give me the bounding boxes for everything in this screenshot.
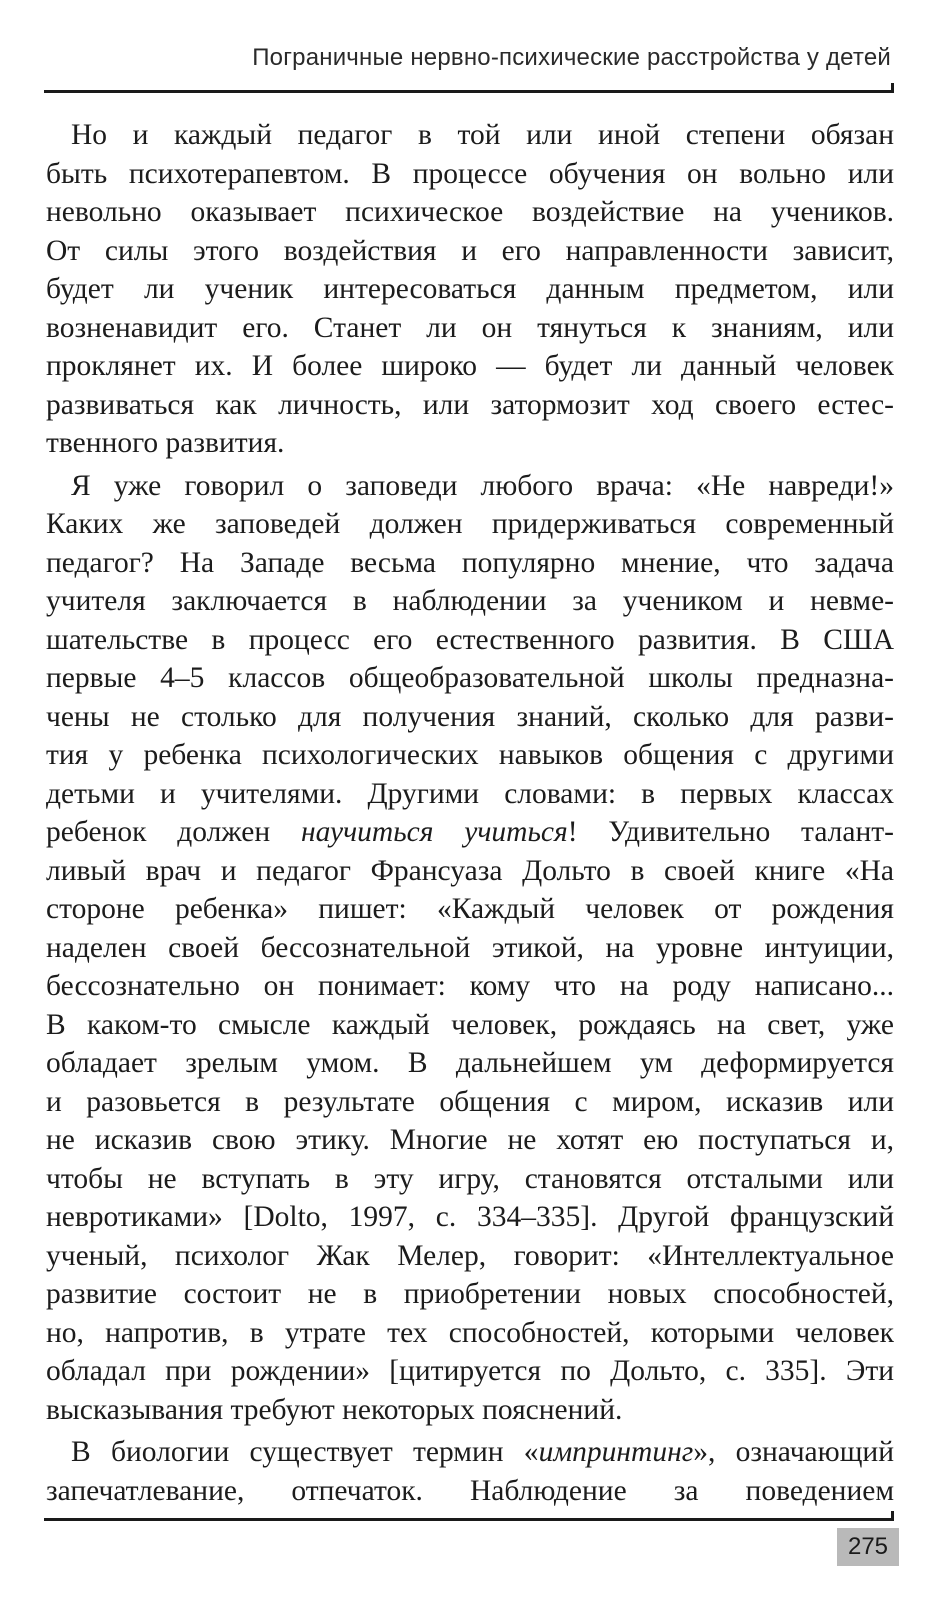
paragraph-1 (46, 116, 894, 463)
text-line: тия у ребенка психологических навыков общения с другими (46, 739, 894, 771)
header-rule (44, 90, 892, 93)
text-line: и разовьется в результате общения с миром, исказив или (46, 1085, 894, 1118)
text-line: невольно оказывает психическое воздействие на учеников. (46, 196, 894, 228)
text-line: стороне ребенка» пишет: «Каждый человек от рождения (46, 893, 894, 925)
text-line: шательстве в процесс его естественного развития. В США (46, 623, 894, 656)
text-line: развитие состоит не в приобретении новых способностей, (46, 1278, 894, 1310)
page-number: 275 (837, 1528, 899, 1566)
emphasized-phrase: научиться учиться (300, 816, 568, 848)
text-line: От силы этого воздействия и его направленности зависит, (46, 234, 894, 267)
text-line: чены не столько для получения знаний, сколько для разви- (46, 700, 894, 733)
text-line: наделен своей бессознательной этикой, на уровне интуиции, (46, 931, 894, 964)
text-line: педагог? На Западе весьма популярно мнение, что задача (46, 546, 894, 579)
emphasized-term: импринтинг (538, 1436, 694, 1468)
text-line: ливый врач и педагог Франсуаза Дольто в своей книге «На (46, 854, 894, 887)
text-line: обладал при рождении» [цитируется по Дольто, с. 335]. Эти (46, 1355, 894, 1387)
text-line: проклянет их. И более широко — будет ли данный человек (46, 350, 894, 382)
text-line: но, напротив, в утрате тех способностей, которыми человек (46, 1316, 894, 1349)
text-line: твенного развития. (46, 427, 285, 459)
text-line: высказывания требуют некоторых пояснений. (46, 1393, 623, 1426)
text-line-emphasis (46, 813, 894, 852)
text-line: чтобы не вступать в эту игру, становятся отсталыми или (46, 1162, 894, 1195)
running-header: Пограничные нервно-психические расстройства у детей (252, 44, 891, 71)
text-line: будет ли ученик интересоваться данным предметом, или (46, 273, 894, 305)
text-line: невротиками» [Dolto, 1997, с. 334–335]. Другой французский (46, 1201, 894, 1233)
text-line: Но и каждый педагог в той или иной степени обязан (71, 119, 894, 151)
body-text (46, 116, 894, 1514)
text-line: В каком-то смысле каждый человек, рождаясь на свет, уже (46, 1008, 894, 1041)
text-line: учителя заключается в наблюдении за учеником и невме- (46, 585, 894, 617)
text-line: Каких же заповедей должен придерживаться современный (46, 508, 894, 540)
text-line: детьми и учителями. Другими словами: в первых классах (46, 777, 894, 810)
text-line: бессознательно он понимает: кому что на роду написано... (46, 970, 894, 1002)
footer-rule (44, 1518, 892, 1521)
text-line: не исказив свою этику. Многие не хотят ею поступаться и, (46, 1124, 894, 1156)
text-line: возненавидит его. Станет ли он тянуться к знаниям, или (46, 311, 894, 344)
paragraph-2 (46, 467, 894, 1430)
text-line: развиваться как личность, или затормозит ход своего естес- (46, 388, 894, 421)
text-run: ребенок должен (46, 816, 301, 848)
text-line: запечатлевание, отпечаток. Наблюдение за поведением (46, 1474, 894, 1507)
paragraph-3 (46, 1433, 894, 1510)
text-run: », означающий (693, 1436, 894, 1468)
text-line-emphasis (46, 1433, 894, 1472)
text-line: ученый, психолог Жак Мелер, говорит: «Интеллектуальное (46, 1239, 894, 1272)
text-line: Я уже говорил о заповеди любого врача: «Не навреди!» (71, 469, 894, 502)
text-line: первые 4–5 классов общеобразовательной школы предназна- (46, 662, 894, 694)
text-line: быть психотерапевтом. В процессе обучения он вольно или (46, 157, 894, 190)
text-run: ! Удивительно талант- (567, 816, 894, 848)
text-line: обладает зрелым умом. В дальнейшем ум деформируется (46, 1047, 894, 1079)
text-run: В биологии существует термин « (71, 1436, 539, 1468)
